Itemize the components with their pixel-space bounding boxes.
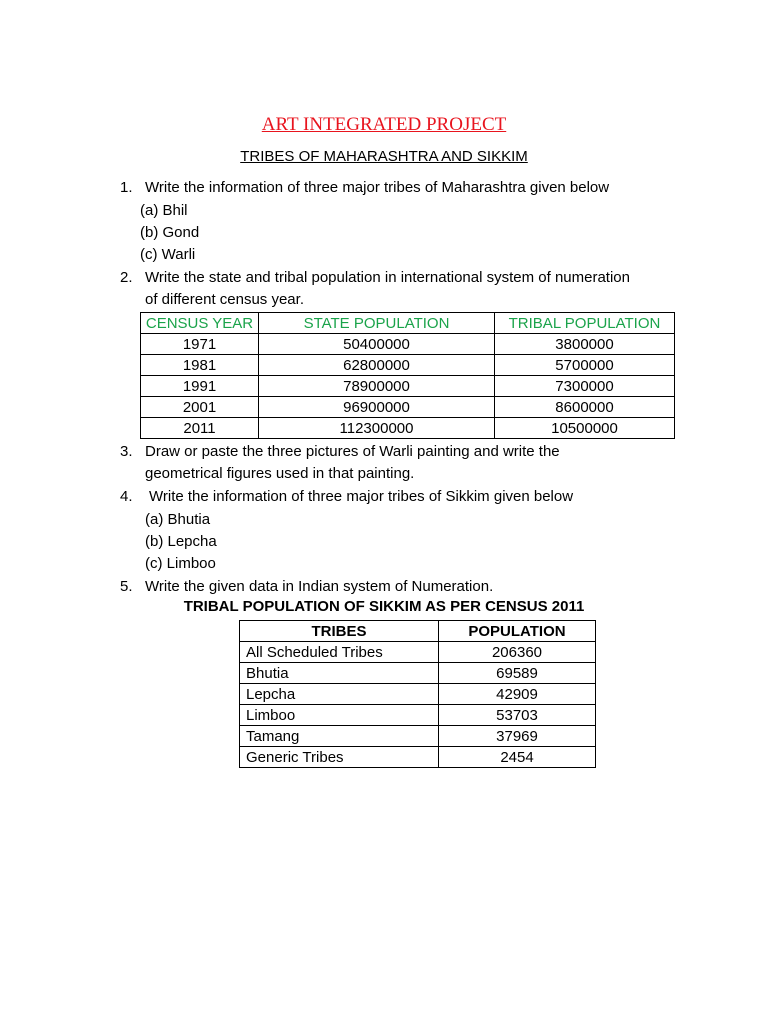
- table-row: [141, 355, 675, 376]
- table-row: [240, 684, 596, 705]
- table-header-row: [240, 621, 596, 642]
- column-header: TRIBES: [240, 621, 439, 642]
- list-item: (a) Bhutia: [145, 511, 211, 528]
- question-number: 2.: [120, 269, 133, 286]
- table-cell: 50400000: [259, 334, 495, 355]
- table-cell: Limboo: [240, 705, 439, 726]
- table-cell: 8600000: [495, 397, 675, 418]
- table-cell: 96900000: [259, 397, 495, 418]
- list-item: (a) Bhil: [140, 202, 188, 219]
- question-number: 3.: [120, 443, 133, 460]
- table-cell: 37969: [439, 726, 596, 747]
- question-text: Write the information of three major tribes of Maharashtra given below: [145, 179, 610, 196]
- column-header: POPULATION: [439, 621, 596, 642]
- table-cell: 2454: [439, 747, 596, 768]
- question-number: 1.: [120, 179, 133, 196]
- table-cell: 3800000: [495, 334, 675, 355]
- table-row: [240, 726, 596, 747]
- table-cell: 10500000: [495, 418, 675, 439]
- column-header: STATE POPULATION: [259, 313, 495, 334]
- table-row: [240, 642, 596, 663]
- page-subtitle: TRIBES OF MAHARASHTRA AND SIKKIM: [240, 148, 528, 165]
- table-cell: 112300000: [259, 418, 495, 439]
- table-cell: 1991: [141, 376, 259, 397]
- table-cell: Tamang: [240, 726, 439, 747]
- table-cell: 42909: [439, 684, 596, 705]
- question-text: Write the given data in Indian system of Numeration.: [145, 578, 494, 595]
- table-cell: 62800000: [259, 355, 495, 376]
- table-cell: Bhutia: [240, 663, 439, 684]
- column-header: CENSUS YEAR: [141, 313, 259, 334]
- table-cell: 78900000: [259, 376, 495, 397]
- table-cell: 69589: [439, 663, 596, 684]
- table-row: [240, 705, 596, 726]
- table-cell: 1971: [141, 334, 259, 355]
- page-title: ART INTEGRATED PROJECT: [261, 114, 507, 135]
- list-item: (c) Warli: [140, 246, 196, 263]
- question-text: Draw or paste the three pictures of Warli painting and write the: [145, 443, 560, 460]
- question-text: Write the state and tribal population in international system of numeration: [145, 269, 630, 286]
- table-row: [141, 334, 675, 355]
- table-row: [141, 418, 675, 439]
- census-table: [140, 312, 675, 439]
- table-row: [141, 397, 675, 418]
- table-cell: 2011: [141, 418, 259, 439]
- question-text-continued: of different census year.: [145, 291, 304, 308]
- sikkim-tribes-table: [239, 620, 596, 768]
- table-cell: Lepcha: [240, 684, 439, 705]
- table-cell: 7300000: [495, 376, 675, 397]
- table-caption: TRIBAL POPULATION OF SIKKIM AS PER CENSUS 2011: [183, 598, 585, 615]
- column-header: TRIBAL POPULATION: [495, 313, 675, 334]
- table-row: [240, 663, 596, 684]
- table-cell: 5700000: [495, 355, 675, 376]
- question-text: Write the information of three major tribes of Sikkim given below: [149, 488, 574, 505]
- table-cell: 2001: [141, 397, 259, 418]
- table-cell: All Scheduled Tribes: [240, 642, 439, 663]
- table-cell: 1981: [141, 355, 259, 376]
- table-cell: 206360: [439, 642, 596, 663]
- question-number: 4.: [120, 488, 133, 505]
- table-cell: 53703: [439, 705, 596, 726]
- table-header-row: [141, 313, 675, 334]
- list-item: (b) Lepcha: [145, 533, 217, 550]
- list-item: (b) Gond: [140, 224, 200, 241]
- list-item: (c) Limboo: [145, 555, 216, 572]
- question-text-continued: geometrical figures used in that painting.: [145, 465, 415, 482]
- table-row: [141, 376, 675, 397]
- question-number: 5.: [120, 578, 133, 595]
- table-cell: Generic Tribes: [240, 747, 439, 768]
- table-row: [240, 747, 596, 768]
